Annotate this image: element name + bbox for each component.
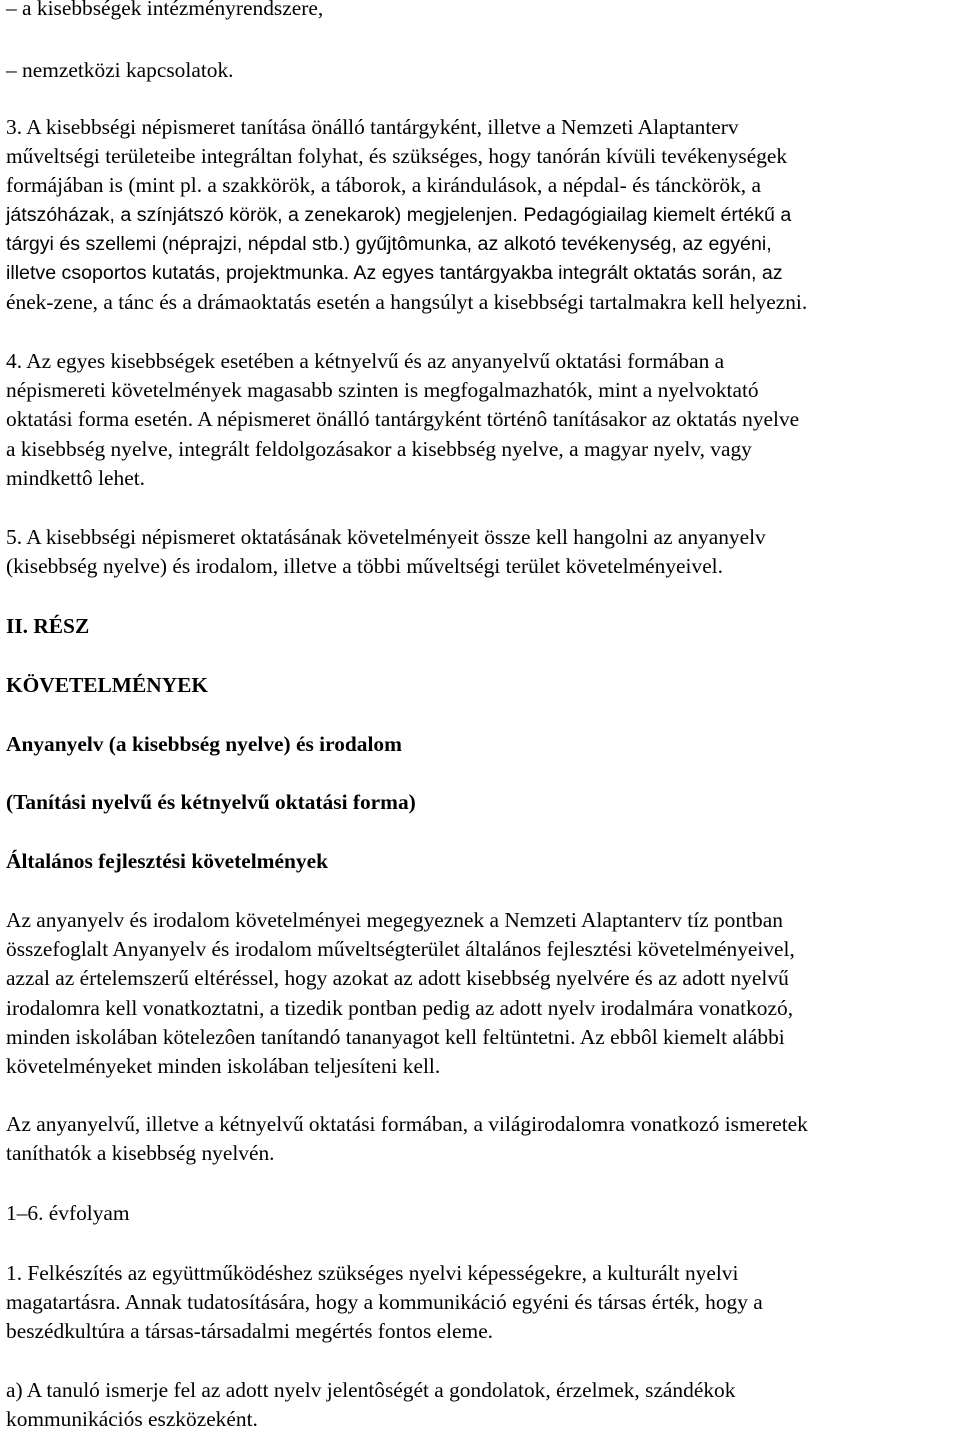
part-heading: II. RÉSZ — [6, 614, 90, 638]
paragraph-line: népismereti követelmények magasabb szinten is megfogalmazhatók, mint a nyelvoktató — [6, 378, 759, 403]
paragraph-4 — [6, 347, 956, 493]
requirements-heading: KÖVETELMÉNYEK — [6, 673, 209, 697]
form-heading: (Tanítási nyelvű és kétnyelvű oktatási forma) — [6, 790, 416, 814]
paragraph-point-1 — [6, 1259, 956, 1347]
paragraph-line: magatartásra. Annak tudatosítására, hogy a kommunikáció egyéni és társas érték, hogy a — [6, 1290, 763, 1315]
paragraph-world-literature — [6, 1110, 956, 1168]
paragraph-general — [6, 906, 956, 1081]
subject-heading: Anyanyelv (a kisebbség nyelve) és irodalom — [6, 732, 402, 756]
paragraph-line: a) A tanuló ismerje fel az adott nyelv jelentôségét a gondolatok, érzelmek, szándékok — [6, 1378, 736, 1402]
paragraph-line: oktatási forma esetén. A népismeret önálló tantárgyként történô tanításakor az oktatás nyelve — [6, 407, 800, 432]
paragraph-line: játszóházak, a színjátszó körök, a zenekarok) megjelenjen. Pedagógiailag kiemelt értékű a — [6, 203, 792, 226]
paragraph-line: ének-zene, a tánc és a drámaoktatás esetén a hangsúlyt a kisebbségi tartalmakra kell helyezni. — [6, 290, 808, 315]
paragraph-line: kommunikációs eszközeként. — [6, 1407, 258, 1432]
paragraph-line: műveltségi területeibe integráltan folyhat, és szükséges, hogy tanórán kívüli tevékenységek — [6, 144, 788, 169]
paragraph-line: (kisebbség nyelve) és irodalom, illetve a többi műveltségi terület követelményeivel. — [6, 554, 723, 579]
paragraph-line: beszédkultúra a társas-társadalmi megértés fontos eleme. — [6, 1319, 494, 1344]
list-item: – a kisebbségek intézményrendszere, — [6, 0, 324, 20]
paragraph-line: 3. A kisebbségi népismeret tanítása önálló tantárgyként, illetve a Nemzeti Alaptanterv — [6, 115, 739, 139]
paragraph-3 — [6, 113, 956, 317]
paragraph-line: taníthatók a kisebbség nyelvén. — [6, 1141, 275, 1166]
paragraph-line: tárgyi és szellemi (néprajzi, népdal stb.) gyűjtômunka, az alkotó tevékenység, az egyéni, — [6, 232, 772, 255]
paragraph-line: formájában is (mint pl. a szakkörök, a táborok, a kirándulások, a népdal- és tánckörök, a — [6, 173, 761, 198]
paragraph-line: 5. A kisebbségi népismeret oktatásának követelményeit össze kell hangolni az anyanyelv — [6, 525, 766, 549]
paragraph-line: azzal az értelemszerű eltéréssel, hogy azokat az adott kisebbség nyelvére és az adott nyelvű — [6, 966, 789, 991]
paragraph-line: 4. Az egyes kisebbségek esetében a kétnyelvű és az anyanyelvű oktatási formában a — [6, 349, 725, 373]
paragraph-line: 1. Felkészítés az együttműködéshez szükséges nyelvi képességekre, a kulturált nyelvi — [6, 1261, 739, 1285]
paragraph-line: minden iskolában kötelezôen tanítandó tananyagot kell feltüntetni. Az ebbôl kiemelt alábbi — [6, 1024, 785, 1049]
paragraph-5 — [6, 523, 956, 581]
list-item: – nemzetközi kapcsolatok. — [6, 58, 234, 82]
paragraph-line: illetve csoportos kutatás, projektmunka. Az egyes tantárgyakba integrált oktatás során, az — [6, 261, 783, 284]
paragraph-line: Az anyanyelvű, illetve a kétnyelvű oktatási formában, a világirodalomra vonatkozó ismeretek — [6, 1112, 808, 1136]
grade-label: 1–6. évfolyam — [6, 1201, 130, 1225]
paragraph-line: mindkettô lehet. — [6, 465, 146, 490]
general-heading: Általános fejlesztési követelmények — [6, 849, 328, 873]
paragraph-line: irodalomra kell vonatkoztatni, a tizedik pontban pedig az adott nyelv irodalmára vonatkozó, — [6, 995, 794, 1020]
paragraph-line: a kisebbség nyelve, integrált feldolgozásakor a kisebbség nyelve, a magyar nyelv, vagy — [6, 436, 752, 461]
paragraph-line: Az anyanyelv és irodalom követelményei megegyeznek a Nemzeti Alaptanterv tíz pontban — [6, 908, 783, 932]
paragraph-line: összefoglalt Anyanyelv és irodalom műveltségterület általános fejlesztési követelményeivel, — [6, 937, 795, 962]
paragraph-line: követelményeket minden iskolában teljesíteni kell. — [6, 1053, 441, 1078]
paragraph-a — [6, 1376, 956, 1434]
